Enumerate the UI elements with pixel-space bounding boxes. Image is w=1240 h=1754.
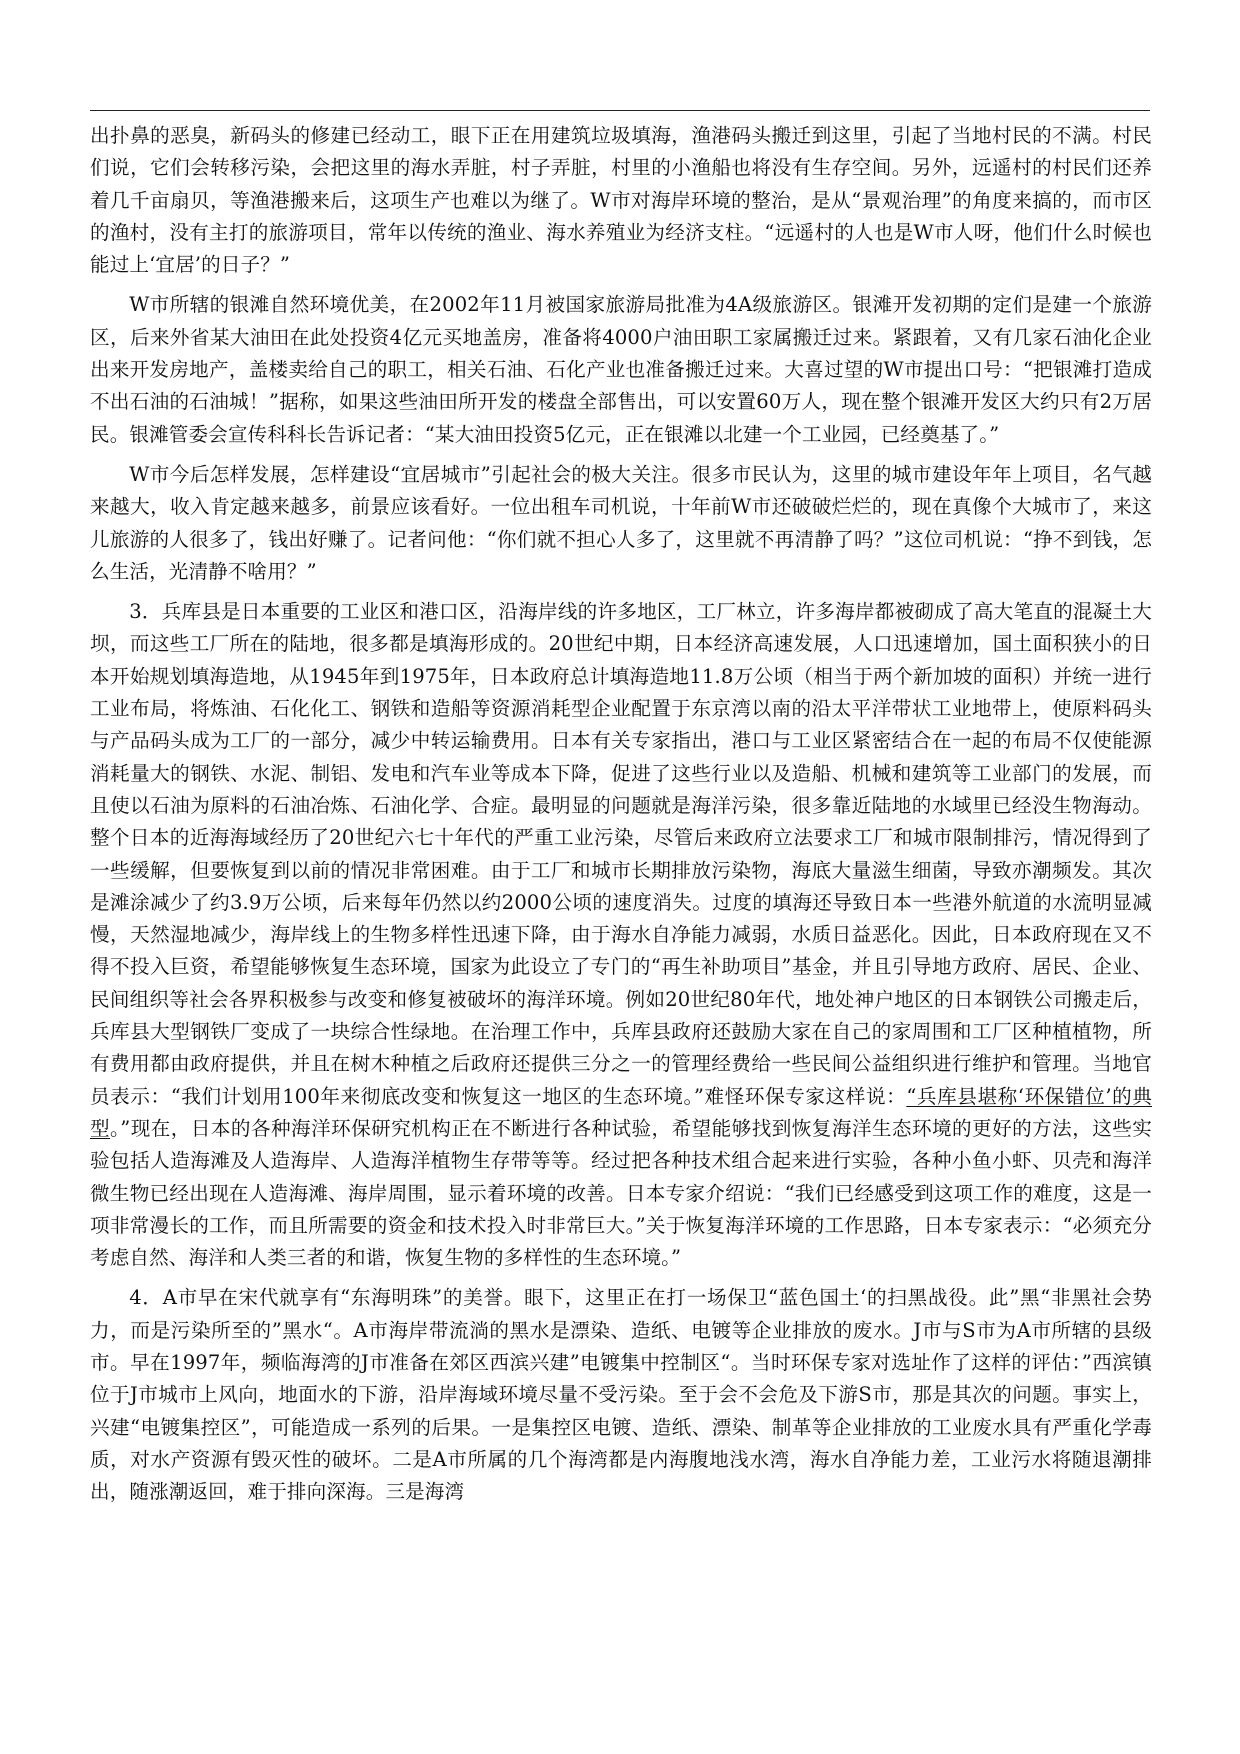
paragraph-text: W市所辖的银滩自然环境优美，在2002年11月被国家旅游局批准为4A级旅游区。银滩开发初期的定们是建一个旅游区，后来外省某大油田在此处投资4亿元买地盖房，准备将4000户油田职工家属搬迁过来。紧跟着，又有几家石油化企业出来开发房地产，盖楼卖给自己的职工，相关石油、石化产业也准备搬迁过来。大喜过望的W市提出口号：“把银滩打造成不出石油的石油城！”据称，如果这些油田所开发的楼盘全部售出，可以安置60万人，现在整个银滩开发区大约只有2万居民。银滩管委会宣传科科长告诉记者：“某大油田投资5亿元，正在银滩以北建一个工业园，已经奠基了。” — [90, 293, 1152, 446]
underlined-quote: “兵库县堪称‘环保错位’的典型 — [90, 1084, 1152, 1140]
paragraph-4 — [90, 596, 1152, 1274]
document-body — [90, 120, 1152, 1516]
paragraph-1 — [90, 120, 1152, 281]
paragraph-text: 。”现在，日本的各种海洋环保研究机构正在不断进行各种试验，希望能够找到恢复海洋生态环境的更好的方法，这些实验包括人造海滩及人造海岸、人造海洋植物生存带等等。经过把各种技术组合起来进行实验，各种小鱼小虾、贝壳和海洋微生物已经出现在人造海滩、海岸周围，显示着环境的改善。日本专家介绍说：“我们已经感受到这项工作的难度，这是一项非常漫长的工作，而且所需要的资金和技术投入时非常巨大。”关于恢复海洋环境的工作思路，日本专家表示：“必须充分考虑自然、海洋和人类三者的和谐，恢复生物的多样性的生态环境。” — [90, 1116, 1153, 1270]
header-rule — [90, 110, 1150, 111]
paragraph-2 — [90, 289, 1152, 450]
paragraph-text: 3．兵库县是日本重要的工业区和港口区，沿海岸线的许多地区，工厂林立，许多海岸都被砌成了高大笔直的混凝土大坝，而这些工厂所在的陆地，很多都是填海形成的。20世纪中期，日本经济高速发展，人口迅速增加，国土面积狭小的日本开始规划填海造地，从1945年到1975年，日本政府总计填海造地11.8万公顷（相当于两个新加坡的面积）并统一进行工业布局，将炼油、石化化工、钢铁和造船等资源消耗型企业配置于东京湾以南的沿太平洋带状工业地带上，使原料码头与产品码头成为工厂的一部分，减少中转运输费用。日本有关专家指出，港口与工业区紧密结合在一起的布局不仅使能源消耗量大的钢铁、水泥、制铝、发电和汽车业等成本下降，促进了这些行业以及造船、机械和建筑等工业部门的发展，而且使以石油为原料的石油冶炼、石油化学、合症。最明显的问题就是海洋污染，很多靠近陆地的水域里已经没生物海动。整个日本的近海海域经历了20世纪六七十年代的严重工业污染，尽管后来政府立法要求工厂和城市限制排污，情况得到了一些缓解，但要恢复到以前的情况非常困难。由于工厂和城市长期排放污染物，海底大量滋生细菌，导致亦潮频发。其次是滩涂减少了约3.9万公顷，后来每年仍然以约2000公顷的速度消失。过度的填海还导致日本一些港外航道的水流明显减慢，天然湿地减少，海岸线上的生物多样性迅速下降，由于海水自净能力减弱，水质日益恶化。因此，日本政府现在又不得不投入巨资，希望能够恢复生态环境，国家为此设立了专门的“再生补助项目”基金，并且引导地方政府、居民、企业、民间组织等社会各界积极参与改变和修复被破坏的海洋环境。例如20世纪80年代，地处神户地区的日本钢铁公司搬走后，兵库县大型钢铁厂变成了一块综合性绿地。在治理工作中，兵库县政府还鼓励大家在自己的家周围和工厂区种植植物，所有费用都由政府提供，并且在树木种植之后政府还提供三分之一的管理经费给一些民间公益组织进行维护和管理。当地官员表示：“我们计划用100年来彻底改变和恢复这一地区的生态环境。”难怪环保专家这样说： — [90, 600, 1152, 1108]
paragraph-text: W市今后怎样发展，怎样建设“宜居城市”引起社会的极大关注。很多市民认为，这里的城市建设年年上项目，名气越来越大，收入肯定越来越多，前景应该看好。一位出租车司机说，十年前W市还破破烂烂的，现在真像个大城市了，来这儿旅游的人很多了，钱出好赚了。记者问他：“你们就不担心人多了，这里就不再清静了吗？”这位司机说：“挣不到钱，怎么生活，光清静不啥用？” — [90, 462, 1152, 583]
paragraph-text: 4．A市早在宋代就享有“东海明珠”的美誉。眼下，这里正在打一场保卫“蓝色国土‘的扫黑战役。此”黑“非黑社会势力，而是污染所至的”黑水“。A市海岸带流淌的黑水是漂染、造纸、电镀等企业排放的废水。J市与S市为A市所辖的县级市。早在1997年，频临海湾的J市准备在郊区西滨兴建”电镀集中控制区“。当时环保专家对选址作了这样的评估：”西滨镇位于J市城市上风向，地面水的下游，沿岸海域环境尽量不受污染。至于会不会危及下游S市，那是其次的问题。事实上，兴建“电镀集控区”，可能造成一系列的后果。一是集控区电镀、造纸、漂染、制革等企业排放的工业废水具有严重化学毒质，对水产资源有毁灭性的破坏。二是A市所属的几个海湾都是内海腹地浅水湾，海水自净能力差，工业污水将随退潮排出，随涨潮返回，难于排向深海。三是海湾 — [90, 1286, 1152, 1504]
paragraph-5 — [90, 1282, 1152, 1508]
paragraph-3 — [90, 459, 1152, 588]
paragraph-text: 出扑鼻的恶臭，新码头的修建已经动工，眼下正在用建筑垃圾填海，渔港码头搬迁到这里，引起了当地村民的不满。村民们说，它们会转移污染，会把这里的海水弄脏，村子弄脏，村里的小渔船也将没有生存空间。另外，远遥村的村民们还养着几千亩扇贝，等渔港搬来后，这项生产也难以为继了。W市对海岸环境的整治，是从“景观治理”的角度来搞的，而市区的渔村，没有主打的旅游项目，常年以传统的渔业、海水养殖业为经济支柱。“远遥村的人也是W市人呀，他们什么时候也能过上‘宜居’的日子？” — [90, 124, 1152, 277]
